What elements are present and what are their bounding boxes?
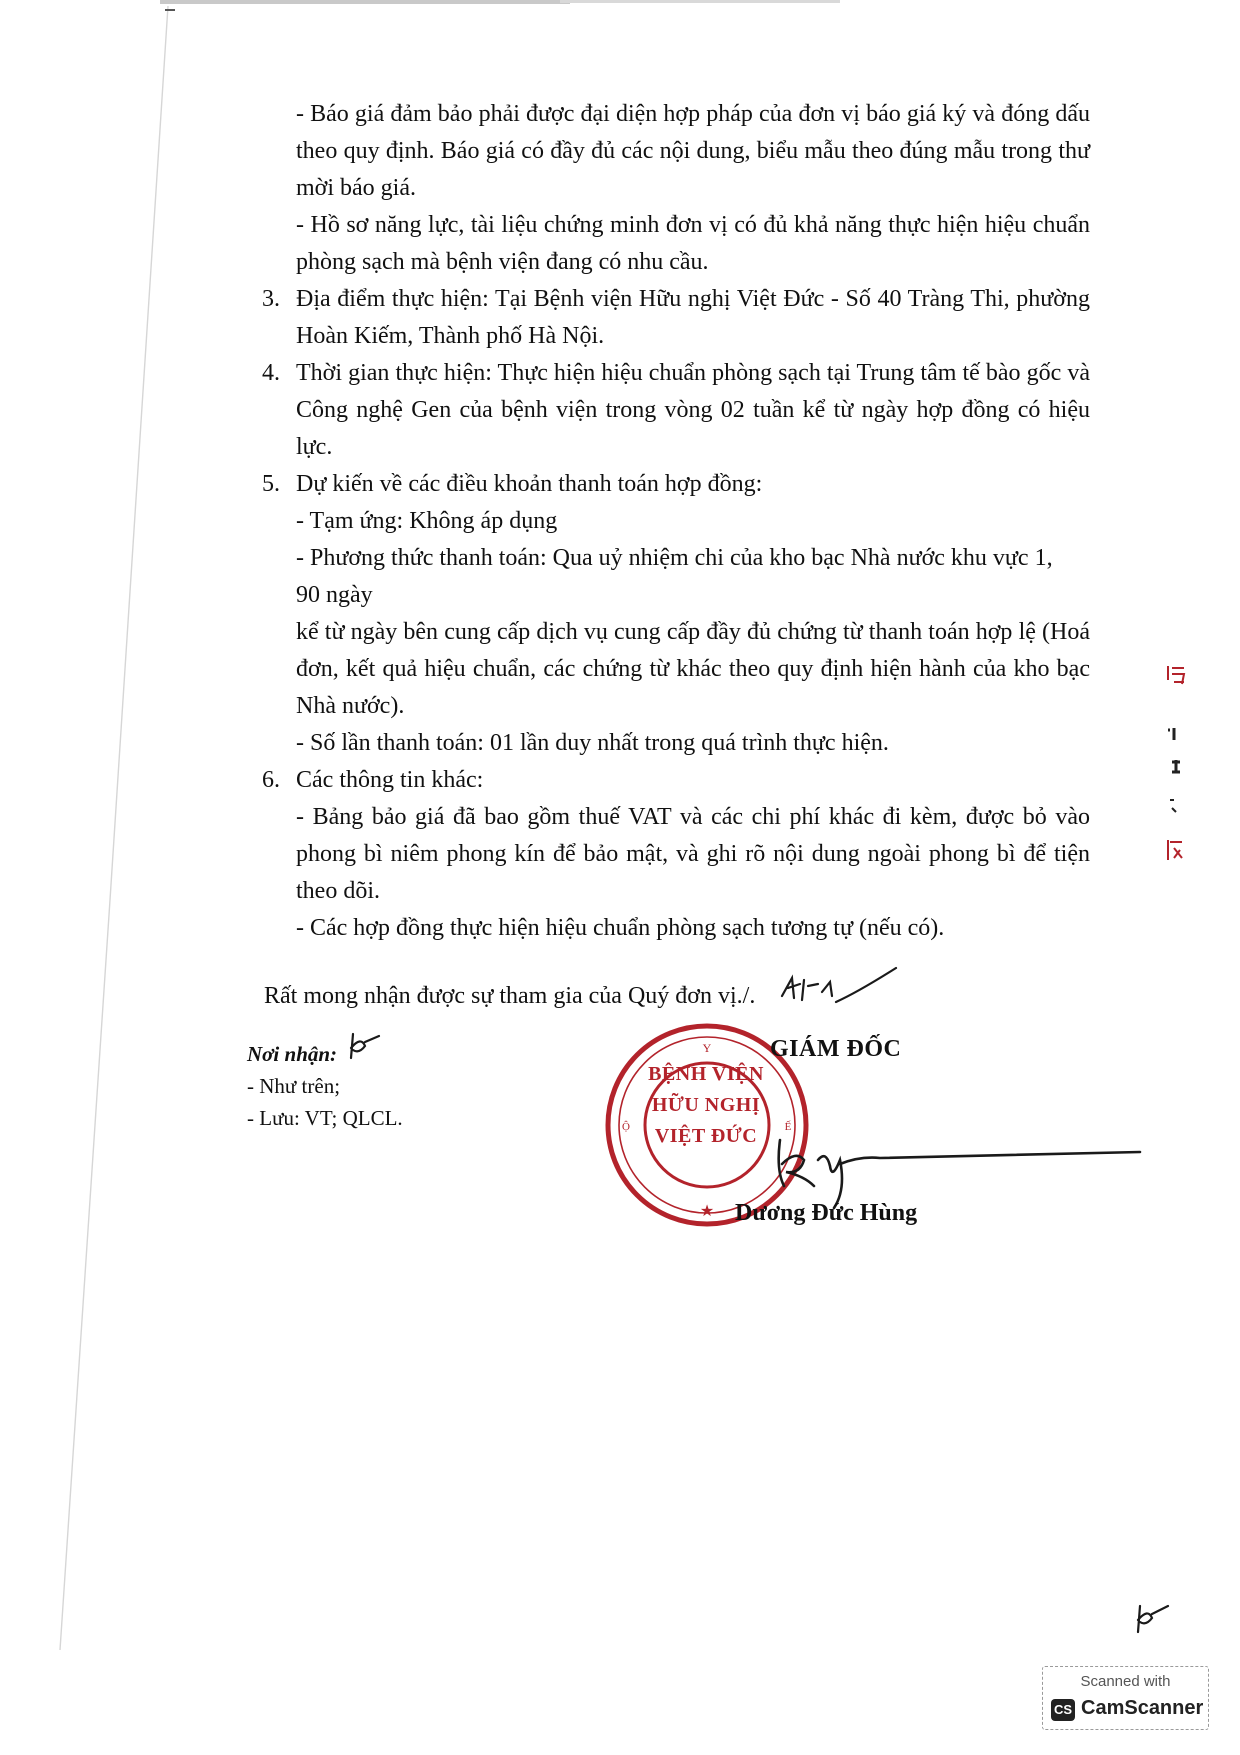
payment-advance: - Tạm ứng: Không áp dụng	[296, 508, 558, 534]
svg-text:Ộ: Ộ	[622, 1121, 630, 1133]
handwritten-signature	[770, 1120, 1150, 1210]
item-number: 5.	[262, 471, 280, 497]
item-text: Thời gian thực hiện: Thực hiện hiệu chuẩn phòng sạch tại Trung tâm tế bào gốc và Công nghệ Gen của bệnh viện trong vòng 02 tuần kể từ ngày hợp đồng có hiệu lực.	[296, 360, 1090, 460]
watermark-brand: CamScanner	[1081, 1697, 1204, 1719]
item-time	[250, 355, 1090, 466]
other-info-vat: - Bảng bảo giá đã bao gồm thuế VAT và các chi phí khác đi kèm, được bỏ vào phong bì niêm phong kín để bảo mật, và ghi rõ nội dung ngoài phong bì để tiện theo dõi.	[296, 804, 1090, 904]
recipient-line: - Lưu: VT; QLCL.	[247, 1106, 403, 1130]
seal-line: HỮU NGHỊ	[651, 1094, 761, 1116]
letter-body	[250, 96, 1090, 947]
other-info-contracts: - Các hợp đồng thực hiện hiệu chuẩn phòng sạch tương tự (nếu có).	[296, 915, 945, 941]
capability-requirement: - Hồ sơ năng lực, tài liệu chứng minh đơn vị có đủ khả năng thực hiện hiệu chuẩn phòng sạch mà bệnh viện đang có nhu cầu.	[296, 212, 1090, 275]
signatory-title: GIÁM ĐỐC	[770, 1036, 902, 1062]
item-text: Dự kiến về các điều khoản thanh toán hợp đồng:	[296, 471, 763, 497]
camscanner-watermark	[1042, 1666, 1209, 1730]
signatory-name: Dương Đức Hùng	[735, 1200, 918, 1226]
quotation-requirement: - Báo giá đảm bảo phải được đại diện hợp pháp của đơn vị báo giá ký và đóng dấu theo quy định. Báo giá có đầy đủ các nội dung, biểu mẫu theo đúng mẫu trong thư mời báo giá.	[296, 101, 1090, 201]
watermark-caption: Scanned with	[1080, 1673, 1171, 1690]
payment-method-line1: - Phương thức thanh toán: Qua uỷ nhiệm chi của kho bạc Nhà nước khu vực 1,	[296, 545, 1053, 571]
scan-edge-artifact	[0, 0, 180, 1755]
svg-text:Ế: Ế	[784, 1121, 792, 1133]
item-number: 4.	[262, 360, 280, 386]
item-location	[250, 281, 1090, 355]
svg-text:★: ★	[699, 1201, 715, 1220]
item-text: Các thông tin khác:	[296, 767, 484, 793]
camscanner-logo-icon: CS	[1051, 1699, 1075, 1721]
payment-count: - Số lần thanh toán: 01 lần duy nhất trong quá trình thực hiện.	[296, 730, 889, 756]
payment-method-line2: 90 ngày	[296, 582, 373, 608]
svg-text:Y: Y	[702, 1041, 712, 1055]
seal-line: VIỆT ĐỨC	[654, 1125, 758, 1147]
item-number: 3.	[262, 286, 280, 312]
item-number: 6.	[262, 767, 280, 793]
item-payment-terms	[250, 466, 1090, 503]
handwritten-initials	[345, 1030, 381, 1062]
payment-method-line3: kể từ ngày bên cung cấp dịch vụ cung cấp đầy đủ chứng từ thanh toán hợp lệ (Hoá đơn, kết quả hiệu chuẩn, các chứng từ khác theo quy định hiện hành của kho bạc Nhà nước).	[296, 619, 1090, 719]
handwritten-initials	[1130, 1600, 1170, 1636]
recipient-line: - Như trên;	[247, 1074, 341, 1098]
recipients-label: Nơi nhận:	[247, 1042, 338, 1066]
edge-seal-marks	[1160, 660, 1200, 880]
item-text: Địa điểm thực hiện: Tại Bệnh viện Hữu nghị Việt Đức - Số 40 Tràng Thi, phường Hoàn Kiếm, Thành phố Hà Nội.	[296, 286, 1090, 349]
handwritten-initials	[778, 962, 898, 1014]
scan-top-artifact	[160, 0, 1160, 12]
seal-line: BỆNH VIỆN	[648, 1063, 764, 1085]
closing-sentence: Rất mong nhận được sự tham gia của Quý đơn vị./.	[264, 983, 756, 1009]
item-other-info	[250, 762, 1090, 799]
